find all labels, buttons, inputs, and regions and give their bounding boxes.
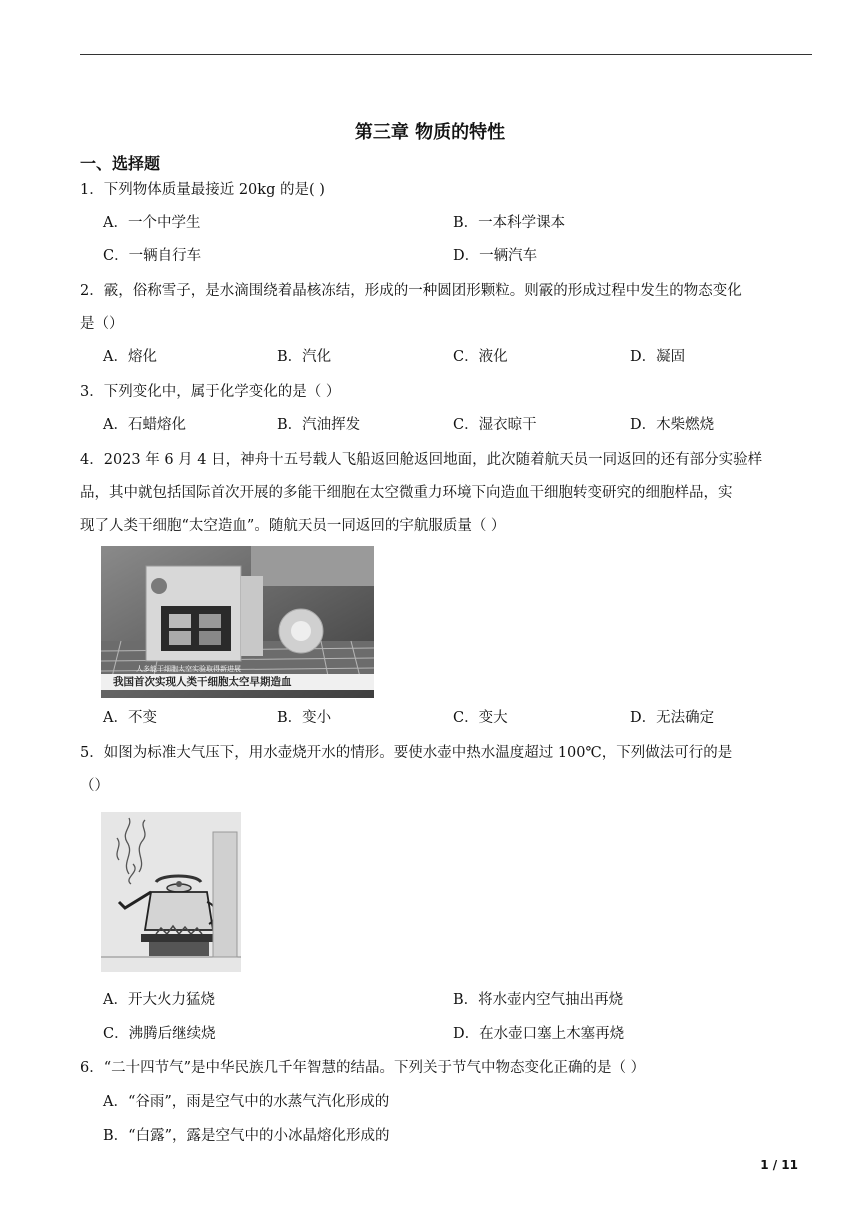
photo-caption-small: 人多能干细胞太空实验取得新进展 bbox=[136, 665, 241, 673]
question-1-option-b[interactable]: B．一本科学课本 bbox=[453, 215, 566, 231]
question-3-option-a[interactable]: A．石蜡熔化 bbox=[103, 417, 186, 433]
question-1-option-d[interactable]: D．一辆汽车 bbox=[453, 248, 538, 264]
question-4-option-d[interactable]: D．无法确定 bbox=[630, 710, 715, 726]
question-3-stem: 3．下列变化中，属于化学变化的是（ ） bbox=[80, 384, 341, 400]
photo-caption-banner: 我国首次实现人类干细胞太空早期造血 bbox=[113, 676, 292, 688]
question-5-option-a[interactable]: A．开大火力猛烧 bbox=[103, 992, 215, 1008]
question-4-stem-line-1: 4．2023 年 6 月 4 日，神舟十五号载人飞船返回舱返回地面，此次随着航天员一同返回的还有部分实验样 bbox=[80, 452, 763, 468]
question-2-option-a[interactable]: A．熔化 bbox=[103, 349, 157, 365]
question-3-option-c[interactable]: C．湿衣晾干 bbox=[453, 417, 537, 433]
question-4-option-c[interactable]: C．变大 bbox=[453, 710, 508, 726]
question-2-option-b[interactable]: B．汽化 bbox=[277, 349, 332, 365]
question-5-option-b[interactable]: B．将水壶内空气抽出再烧 bbox=[453, 992, 624, 1008]
question-1-option-c[interactable]: C．一辆自行车 bbox=[103, 248, 202, 264]
question-1-option-a[interactable]: A．一个中学生 bbox=[103, 215, 201, 231]
page-number: 1 / 11 bbox=[760, 1158, 798, 1172]
question-4-stem-line-2: 品，其中就包括国际首次开展的多能干细胞在太空微重力环境下向造血干细胞转变研究的细胞样品，实 bbox=[80, 485, 733, 501]
question-5-option-c[interactable]: C．沸腾后继续烧 bbox=[103, 1026, 216, 1042]
question-6-option-b[interactable]: B．“白露”，露是空气中的小冰晶熔化形成的 bbox=[103, 1128, 390, 1144]
question-5-kettle-figure bbox=[101, 812, 241, 972]
question-6-stem: 6．“二十四节气”是中华民族几千年智慧的结晶。下列关于节气中物态变化正确的是（ ） bbox=[80, 1060, 646, 1076]
question-4-stem-line-3: 现了人类干细胞“太空造血”。随航天员一同返回的宇航服质量（ ） bbox=[80, 518, 506, 534]
question-2-stem-line-2: 是（） bbox=[80, 316, 124, 332]
question-2-stem-line-1: 2．霰，俗称雪子，是水滴围绕着晶核冻结，形成的一种圆团形颗粒。则霰的形成过程中发生的物态变化 bbox=[80, 283, 742, 299]
question-1-stem: 1．下列物体质量最接近 20kg 的是( ) bbox=[80, 182, 325, 198]
question-6-option-a[interactable]: A．“谷雨”，雨是空气中的水蒸气汽化形成的 bbox=[103, 1094, 390, 1110]
question-2-option-c[interactable]: C．液化 bbox=[453, 349, 508, 365]
question-3-option-b[interactable]: B．汽油挥发 bbox=[277, 417, 361, 433]
question-4-photo bbox=[101, 546, 374, 698]
question-5-option-d[interactable]: D．在水壶口塞上木塞再烧 bbox=[453, 1026, 625, 1042]
kettle-on-stove-illustration bbox=[101, 812, 241, 972]
page-title: 第三章 物质的特性 bbox=[354, 122, 506, 143]
question-4-option-a[interactable]: A．不变 bbox=[103, 710, 157, 726]
section-heading: 一、选择题 bbox=[80, 154, 161, 173]
header-rule bbox=[80, 54, 812, 55]
question-5-stem-line-2: （） bbox=[80, 778, 109, 794]
question-2-option-d[interactable]: D．凝固 bbox=[630, 349, 686, 365]
question-3-option-d[interactable]: D．木柴燃烧 bbox=[630, 417, 715, 433]
question-5-stem-line-1: 5．如图为标准大气压下，用水壶烧开水的情形。要使水壶中热水温度超过 100℃，下列做法可行的是 bbox=[80, 745, 733, 761]
question-4-option-b[interactable]: B．变小 bbox=[277, 710, 332, 726]
